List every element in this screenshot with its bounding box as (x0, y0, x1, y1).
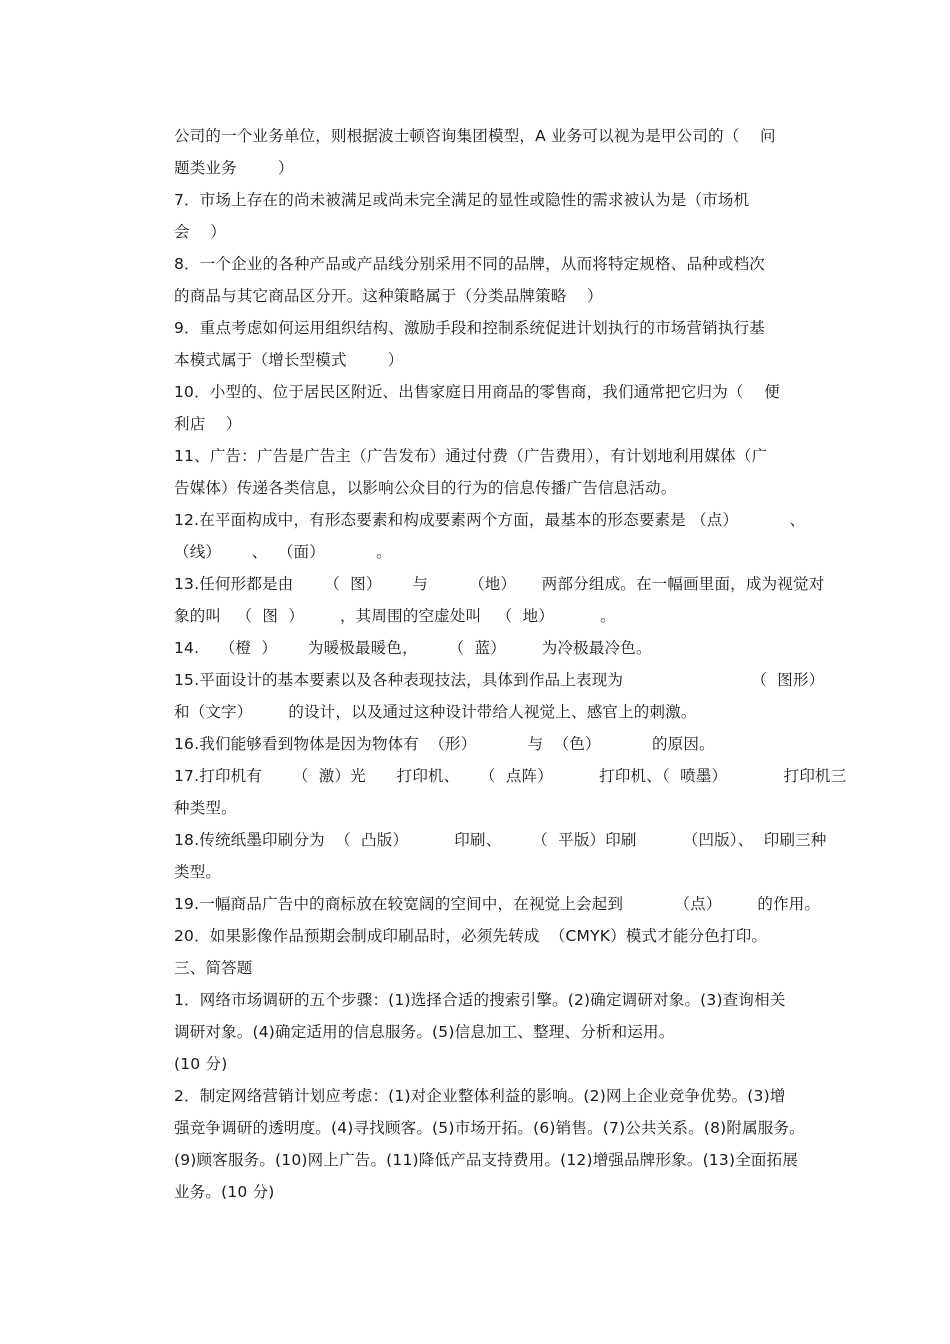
text-line: 1．网络市场调研的五个步骤：(1)选择合适的搜索引擎。(2)确定调研对象。(3)查询相关 (174, 991, 786, 1009)
text-line: 公司的一个业务单位，则根据波士顿咨询集团模型，A 业务可以视为是甲公司的（ 问 (174, 127, 776, 145)
text-line: 强竞争调研的透明度。(4)寻找顾客。(5)市场开拓。(6)销售。(7)公共关系。(8)附属服务。 (174, 1119, 805, 1137)
text-line: (10 分) (174, 1055, 228, 1073)
text-line: 象的叫 （ 图 ） ，其周围的空虚处叫 （ 地） 。 (174, 607, 616, 625)
text-line: 11、广告：广告是广告主（广告发布）通过付费（广告费用），有计划地利用媒体（广 (174, 447, 768, 465)
text-line: 本模式属于（增长型模式 ） (174, 351, 404, 369)
text-line: 的商品与其它商品区分开。这种策略属于（分类品牌策略 ） (174, 287, 603, 305)
text-line: 类型。 (174, 863, 222, 881)
text-line: 15.平面设计的基本要素以及各种表现技法，具体到作品上表现为 （ 图形） (174, 671, 825, 689)
text-line: 告媒体）传递各类信息，以影响公众目的行为的信息传播广告信息活动。 (174, 479, 677, 497)
text-line: 18.传统纸墨印刷分为 （ 凸版） 印刷、 （ 平版）印刷 （凹版）、 印刷三种 (174, 831, 827, 849)
text-line: 13.任何形都是由 （ 图） 与 （地） 两部分组成。在一幅画里面，成为视觉对 (174, 575, 825, 593)
text-line: （线） 、 （面） 。 (174, 543, 392, 561)
text-line: 14. （橙 ） 为暖极最暖色， （ 蓝） 为冷极最冷色。 (174, 639, 652, 657)
text-line: 10．小型的、位于居民区附近、出售家庭日用商品的零售商，我们通常把它归为（ 便 (174, 383, 780, 401)
text-line: 利店 ） (174, 415, 242, 433)
text-line: 19.一幅商品广告中的商标放在较宽阔的空间中，在视觉上会起到 （点） 的作用。 (174, 895, 821, 913)
text-line: 2．制定网络营销计划应考虑：(1)对企业整体利益的影响。(2)网上企业竞争优势。(3)增 (174, 1087, 786, 1105)
text-line: 业务。(10 分) (174, 1183, 275, 1201)
text-line: 8．一个企业的各种产品或产品线分别采用不同的品牌，从而将特定规格、品种或档次 (174, 255, 765, 273)
text-line: 17.打印机有 （ 激）光 打印机、 （ 点阵） 打印机、（ 喷墨） 打印机三 (174, 767, 847, 785)
text-line: 调研对象。(4)确定适用的信息服务。(5)信息加工、整理、分析和运用。 (174, 1023, 675, 1041)
text-line: 题类业务 ） (174, 159, 294, 177)
text-line: 和（文字） 的设计，以及通过这种设计带给人视觉上、感官上的刺激。 (174, 703, 697, 721)
text-line: 20．如果影像作品预期会制成印刷品时，必须先转成 （CMYK）模式才能分色打印。 (174, 927, 768, 945)
text-line: 16.我们能够看到物体是因为物体有 （形） 与 （色） 的原因。 (174, 735, 715, 753)
text-line: 7．市场上存在的尚未被满足或尚未完全满足的显性或隐性的需求被认为是（市场机 (174, 191, 750, 209)
text-line: 12.在平面构成中，有形态要素和构成要素两个方面，最基本的形态要素是 （点） 、 (174, 511, 806, 529)
text-line: 种类型。 (174, 799, 237, 817)
text-line: 会 ） (174, 223, 226, 241)
text-line: (9)顾客服务。(10)网上广告。(11)降低产品支持费用。(12)增强品牌形象。(13)全面拓展 (174, 1151, 799, 1169)
text-line: 9．重点考虑如何运用组织结构、激励手段和控制系统促进计划执行的市场营销执行基 (174, 319, 765, 337)
section-heading: 三、简答题 (174, 959, 253, 977)
